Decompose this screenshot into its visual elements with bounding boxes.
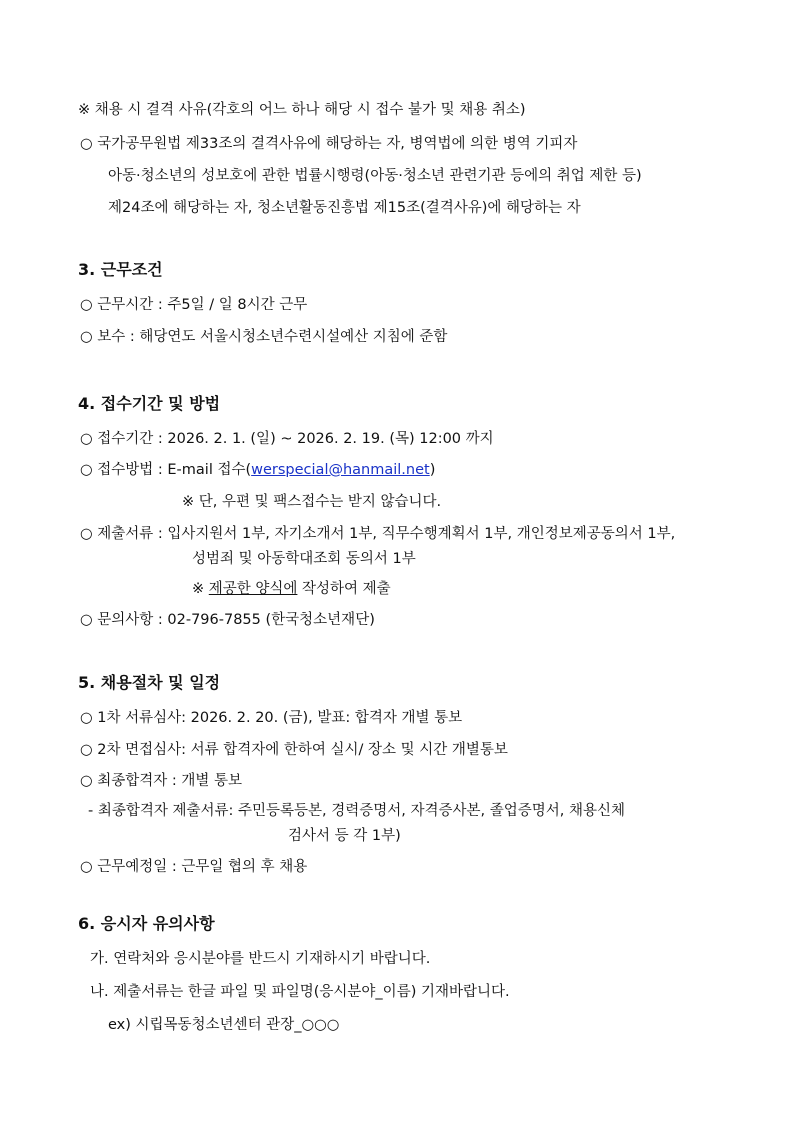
section-6-title: 6. 응시자 유의사항 [78,914,215,933]
section-5-title: 5. 채용절차 및 일정 [78,673,221,692]
disqualification-heading: ※ 채용 시 결격 사유(각호의 어느 하나 해당 시 접수 불가 및 채용 취소) [78,102,526,118]
notice-item-1: 가. 연락처와 응시분야를 반드시 기재하시기 바랍니다. [90,951,431,967]
step-1-screening: ○ 1차 서류심사: 2026. 2. 20. (금), 발표: 합격자 개별 통보 [80,710,463,726]
note-rest: 작성하여 제출 [297,581,391,597]
required-documents-2: 성범죄 및 아동학대조회 동의서 1부 [192,551,416,567]
contact-info: ○ 문의사항 : 02-796-7855 (한국청소년재단) [80,612,375,628]
required-documents-note [192,579,391,599]
email-link[interactable]: werspecial@hanmail.net [251,462,430,478]
section-3-title: 3. 근무조건 [78,260,163,279]
application-method-note: ※ 단, 우편 및 팩스접수는 받지 않습니다. [182,494,442,510]
work-hours: ○ 근무시간 : 주5일 / 일 8시간 근무 [80,297,308,313]
note-mark: ※ [192,581,209,597]
notice-item-2: 나. 제출서류는 한글 파일 및 파일명(응시분야_이름) 기재바랍니다. [90,984,510,1000]
salary: ○ 보수 : 해당연도 서울시청소년수련시설예산 지침에 준함 [80,329,448,345]
disqualification-line-3: 제24조에 해당하는 자, 청소년활동진흥법 제15조(결격사유)에 해당하는 자 [108,200,581,216]
required-documents-1: ○ 제출서류 : 입사지원서 1부, 자기소개서 1부, 직무수행계획서 1부, 개인정보제공동의서 1부, [80,526,676,542]
final-documents-2: 검사서 등 각 1부) [288,828,401,844]
final-documents-1: - 최종합격자 제출서류: 주민등록등본, 경력증명서, 자격증사본, 졸업증명서, 채용신체 [88,803,626,819]
final-candidate: ○ 최종합격자 : 개별 통보 [80,773,243,789]
application-period: ○ 접수기간 : 2026. 2. 1. (일) ~ 2026. 2. 19. (목) 12:00 까지 [80,431,494,447]
notice-example: ex) 시립목동청소년센터 관장_○○○ [108,1017,340,1033]
application-method-prefix: ○ 접수방법 : E-mail 접수( [80,462,252,478]
disqualification-line-1: ○ 국가공무원법 제33조의 결격사유에 해당하는 자, 병역법에 의한 병역 기피자 [80,136,578,152]
disqualification-line-2: 아동·청소년의 성보호에 관한 법률시행령(아동·청소년 관련기관 등에의 취업 제한 등) [108,168,642,184]
section-4-title: 4. 접수기간 및 방법 [78,394,221,413]
application-method-suffix: ) [429,462,436,478]
start-date: ○ 근무예정일 : 근무일 협의 후 채용 [80,859,308,875]
note-underlined: 제공한 양식에 [208,581,298,597]
step-2-interview: ○ 2차 면접심사: 서류 합격자에 한하여 실시/ 장소 및 시간 개별통보 [80,742,508,758]
application-method [80,460,435,480]
